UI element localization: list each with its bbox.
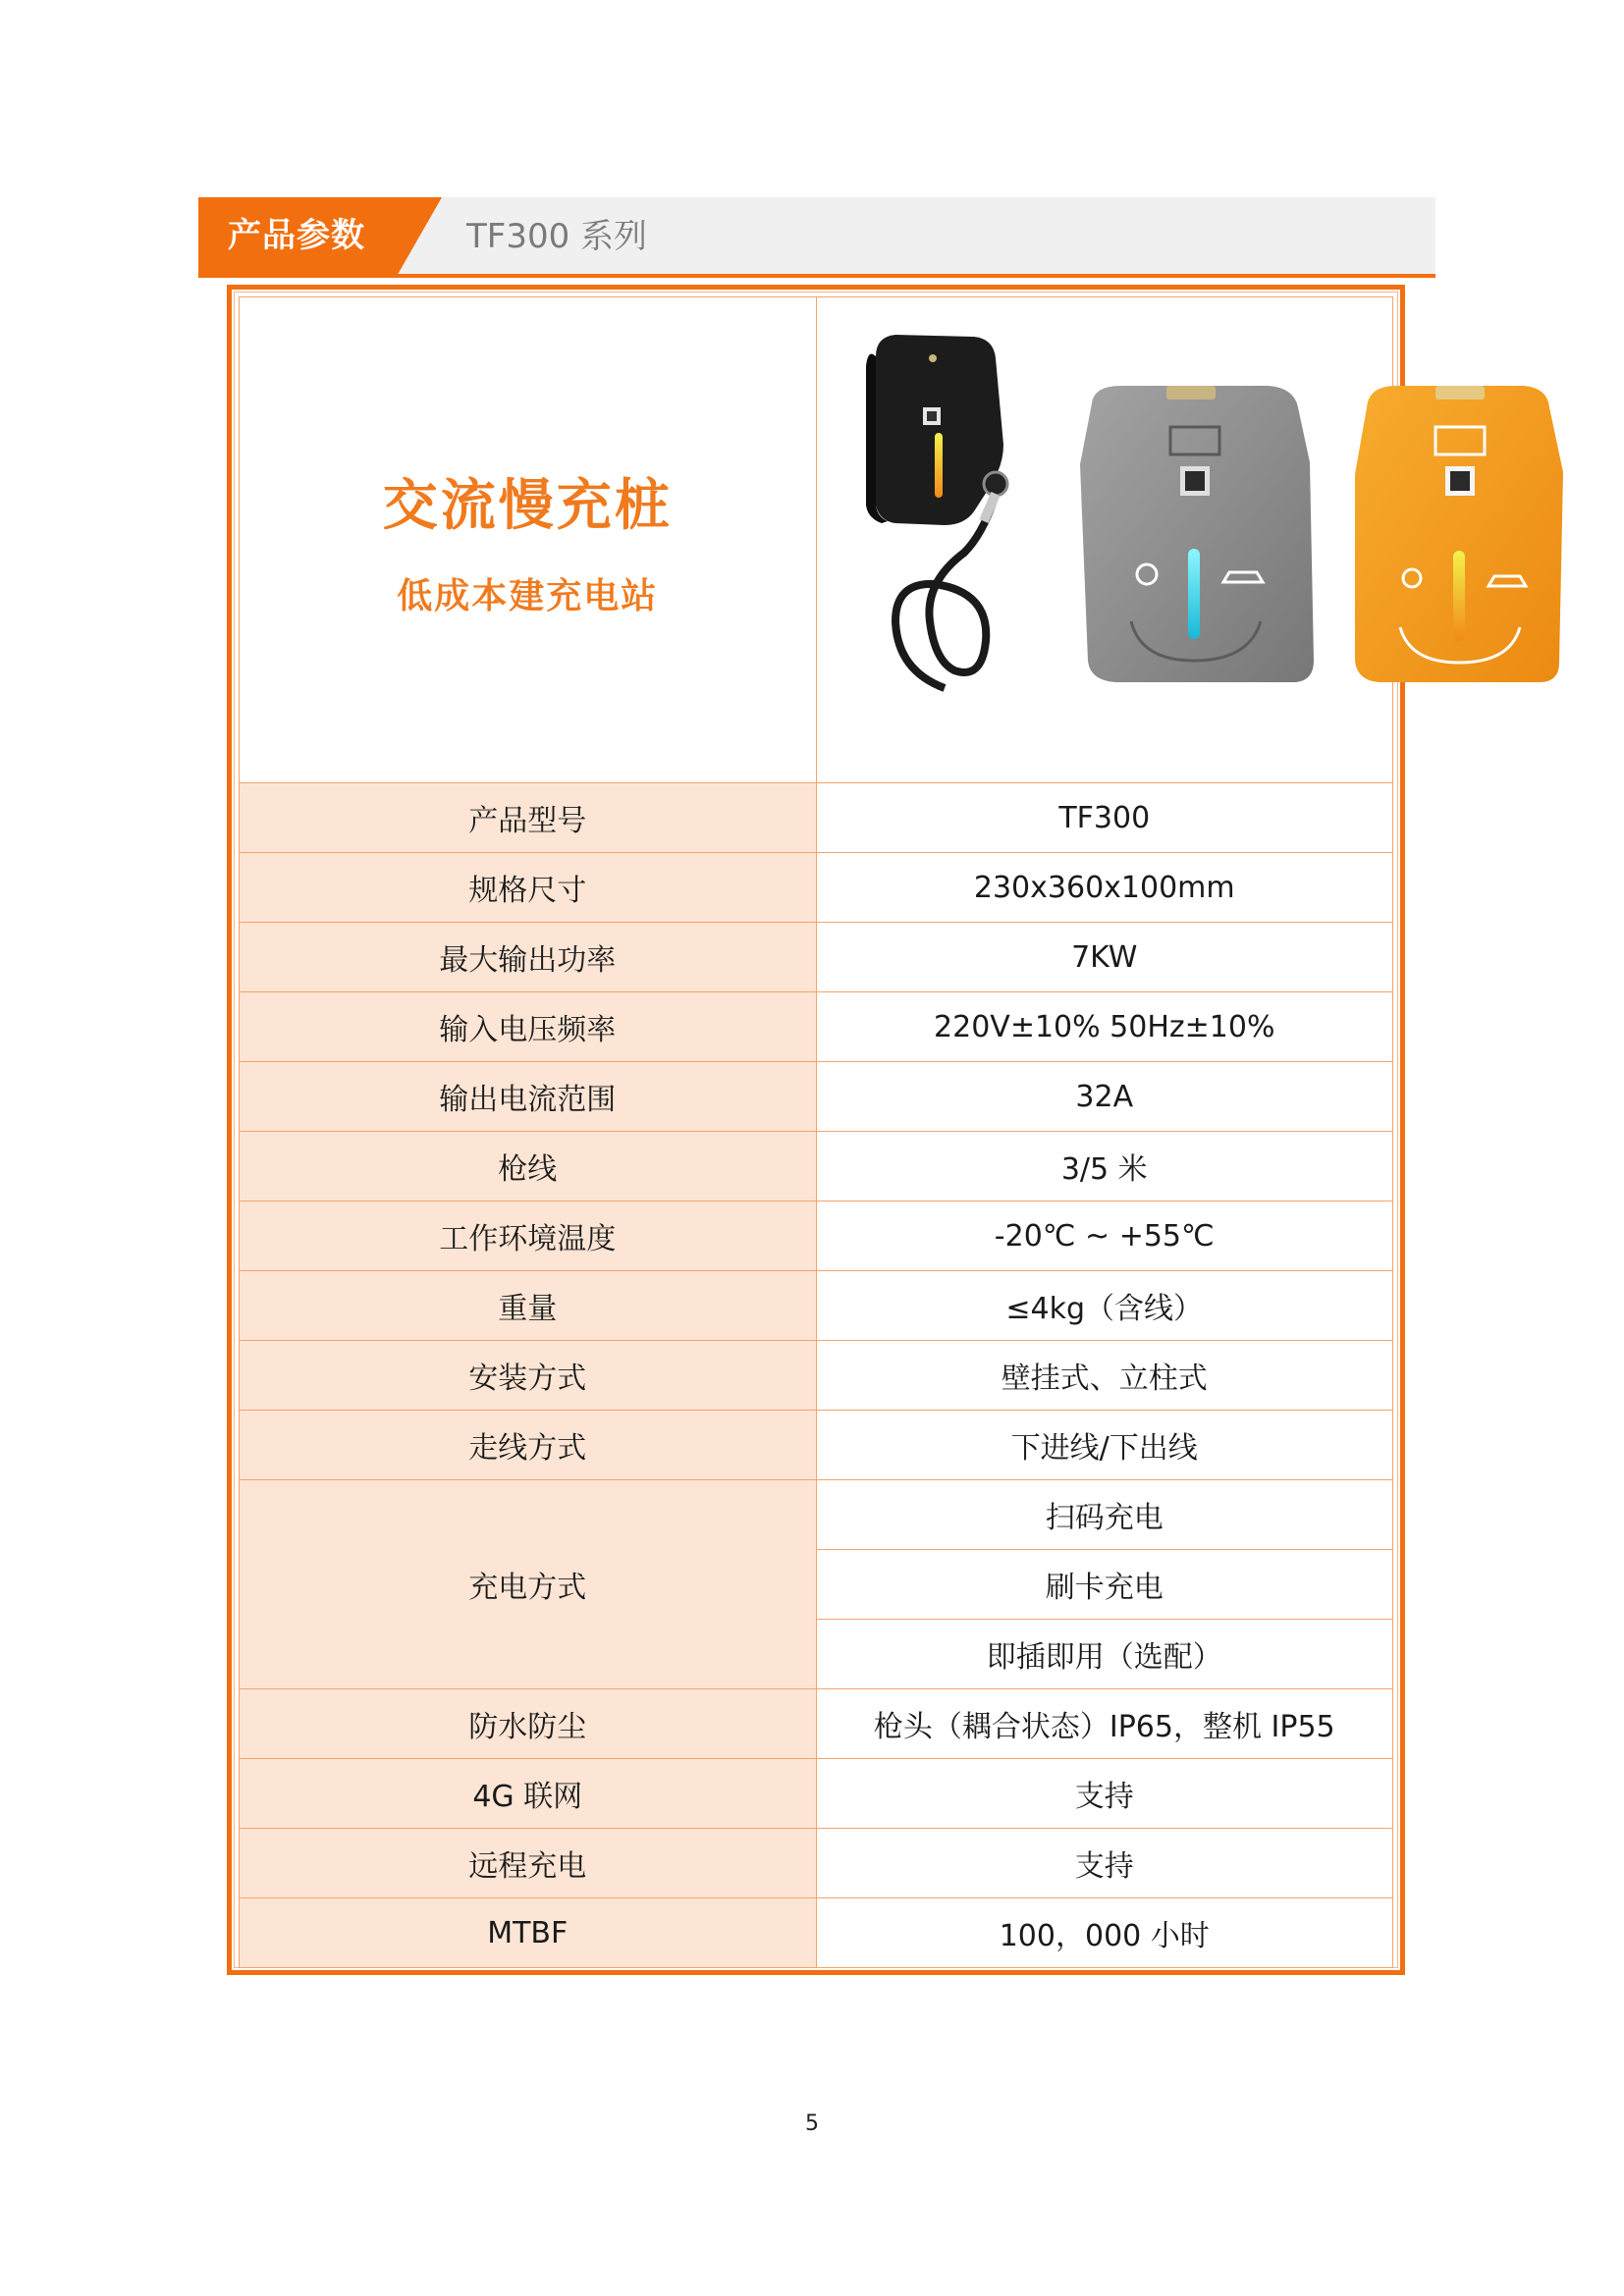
spec-value: 下进线/下出线	[816, 1411, 1393, 1480]
spec-value: ≤4kg（含线）	[816, 1271, 1393, 1341]
spec-value: 220V±10% 50Hz±10%	[816, 992, 1393, 1062]
spec-label: 输入电压频率	[240, 992, 817, 1062]
spec-label: 4G 联网	[240, 1759, 817, 1829]
spec-value: -20℃ ~ +55℃	[816, 1201, 1393, 1271]
series-name: TF300 系列	[466, 217, 648, 256]
spec-value: 扫码充电	[816, 1480, 1393, 1550]
spec-table	[239, 296, 1393, 1968]
product-image-cell	[816, 297, 1393, 783]
spec-value: 230x360x100mm	[816, 853, 1393, 923]
product-image	[817, 297, 1393, 782]
orange-charger	[1355, 386, 1563, 682]
spec-row	[240, 1689, 1393, 1759]
spec-row	[240, 1411, 1393, 1480]
spec-row	[240, 1341, 1393, 1411]
spec-label: 规格尺寸	[240, 853, 817, 923]
spec-row	[240, 1201, 1393, 1271]
spec-row	[240, 1132, 1393, 1201]
hero-title: 交流慢充桩	[382, 473, 673, 538]
spec-row	[240, 1829, 1393, 1898]
spec-label: 走线方式	[240, 1411, 817, 1480]
spec-value: 枪头（耦合状态）IP65，整机 IP55	[816, 1689, 1393, 1759]
spec-label: 充电方式	[240, 1480, 817, 1689]
spec-row	[240, 923, 1393, 992]
page-number: 5	[805, 2111, 819, 2136]
hero-text-cell	[240, 297, 817, 783]
spec-row	[240, 783, 1393, 853]
spec-value: 支持	[816, 1759, 1393, 1829]
spec-label: 安装方式	[240, 1341, 817, 1411]
spec-row	[240, 853, 1393, 923]
spec-label: 枪线	[240, 1132, 817, 1201]
spec-value: 即插即用（选配）	[816, 1620, 1393, 1689]
spec-row-charging	[240, 1480, 1393, 1550]
spec-label: 最大输出功率	[240, 923, 817, 992]
charger-illustration	[817, 297, 1589, 782]
spec-value: 3/5 米	[816, 1132, 1393, 1201]
spec-value: 32A	[816, 1062, 1393, 1132]
spec-row	[240, 992, 1393, 1062]
spec-value: 刷卡充电	[816, 1550, 1393, 1620]
spec-label: 输出电流范围	[240, 1062, 817, 1132]
spec-value: 7KW	[816, 923, 1393, 992]
spec-label: 重量	[240, 1271, 817, 1341]
black-charger	[866, 335, 1007, 688]
header-underline	[198, 274, 1435, 278]
spec-value: 壁挂式、立柱式	[816, 1341, 1393, 1411]
spec-row	[240, 1759, 1393, 1829]
spec-label: 工作环境温度	[240, 1201, 817, 1271]
spec-value: 支持	[816, 1829, 1393, 1898]
hero-subtitle: 低成本建充电站	[397, 575, 659, 616]
spec-label: 产品型号	[240, 783, 817, 853]
spec-row	[240, 1898, 1393, 1968]
grey-charger	[1080, 386, 1314, 682]
hero-row	[240, 297, 1393, 783]
spec-value: 100，000 小时	[816, 1898, 1393, 1968]
spec-value: TF300	[816, 783, 1393, 853]
spec-label: 防水防尘	[240, 1689, 817, 1759]
spec-label: 远程充电	[240, 1829, 817, 1898]
spec-row	[240, 1271, 1393, 1341]
spec-row	[240, 1062, 1393, 1132]
spec-label: MTBF	[240, 1898, 817, 1968]
section-title: 产品参数	[228, 216, 365, 255]
